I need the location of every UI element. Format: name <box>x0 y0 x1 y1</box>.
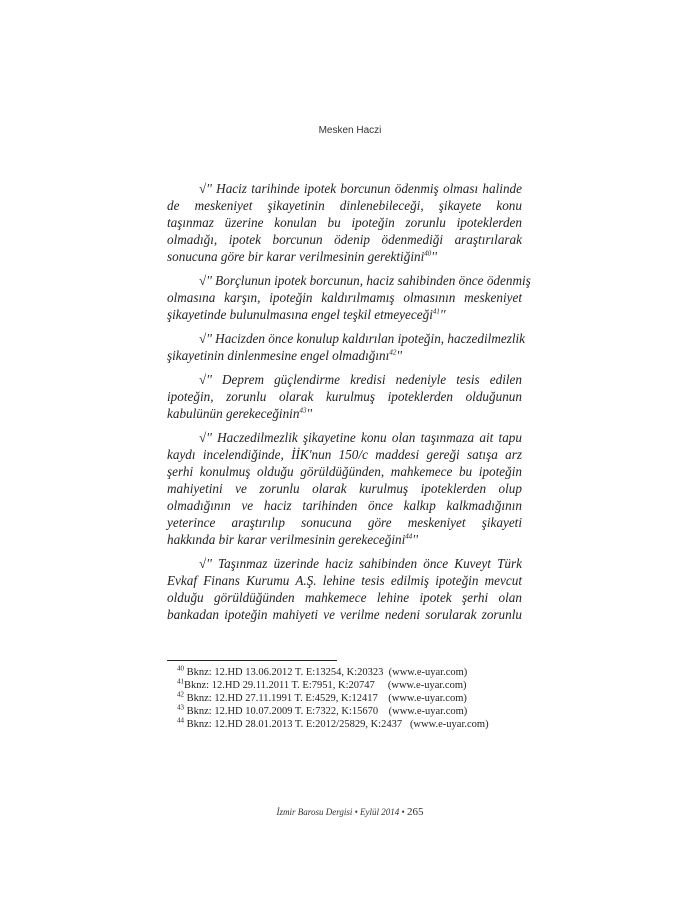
footnote-number: 40 <box>177 664 184 673</box>
text-line: √'' Haciz tarihinde ipotek borcunun ödenmiş olması halinde <box>199 181 522 196</box>
text-line: kaydı incelendiğinde, İİK'nun 150/c maddesi gereği satışa arz <box>167 447 522 462</box>
text-line: olmadığı, ipotek borcunun ödenip ödenmediği araştırılarak <box>167 232 522 247</box>
footnote-number: 42 <box>177 690 184 699</box>
body-text <box>167 180 531 630</box>
text-line: yeterince araştırılıp sonucuna göre meskeniyet şikayeti <box>167 515 522 530</box>
running-header: Mesken Haczi <box>318 125 382 136</box>
footnote-text: Bknz: 12.HD 27.11.1991 T. E:4529, K:12417 (www.e-uyar.com) <box>184 693 467 704</box>
closing-quote: '' <box>431 249 437 264</box>
journal-name: İzmir Barosu Dergisi • Eylül 2014 • <box>276 807 407 817</box>
footnote-number: 41 <box>177 677 184 686</box>
footnote <box>177 718 489 731</box>
quote-paragraph <box>167 180 522 265</box>
footnote-divider <box>167 660 337 661</box>
text-line: ipoteğin, zorunlu olarak kurulmuş ipoteklerden olduğunun <box>167 389 522 404</box>
quote-paragraph <box>167 429 522 548</box>
text-line: olmasına karşın, ipoteğin kaldırılmamış olmasının meskeniyet <box>167 290 522 305</box>
footnote <box>177 679 489 692</box>
footnote-number: 44 <box>177 716 184 725</box>
footnote-ref[interactable]: 40 <box>424 249 432 258</box>
text-line: bankadan ipoteğin mahiyeti ve verilme nedeni sorularak zorunlu <box>167 607 522 622</box>
text-line: olduğu görüldüğünden mahkemece lehine ipotek şerhi olan <box>167 590 522 605</box>
closing-quote: '' <box>306 406 313 421</box>
quote-paragraph <box>167 555 522 623</box>
text-line: Evkaf Finans Kurumu A.Ş. lehine tesis edilmiş ipoteğin mevcut <box>167 573 522 588</box>
text-line: hakkında bir karar verilmesinin gerekeceğini$^{44}$'' <box>167 532 418 547</box>
text-line: √'' Deprem güçlendirme kredisi nedeniyle tesis edilen <box>199 372 522 387</box>
footnote-text: Bknz: 12.HD 28.01.2013 T. E:2012/25829, K:2437 (www.e-uyar.com) <box>184 719 489 730</box>
page-footer <box>0 806 700 818</box>
footnote-ref[interactable]: 42 <box>389 348 397 357</box>
footnote-ref[interactable]: 44 <box>405 532 413 541</box>
text-line: kabulünün gerekeceğinin$^{43}$'' <box>167 406 313 421</box>
text-line: √'' Hacizden önce konulup kaldırılan ipoteğin, haczedilmezlik <box>199 331 526 346</box>
footnote <box>177 692 489 705</box>
footnote-text: Bknz: 12.HD 13.06.2012 T. E:13254, K:20323 (www.e-uyar.com) <box>184 667 468 678</box>
text-line: sonucuna göre bir karar verilmesinin gerektiğini$^{40}$'' <box>167 249 437 264</box>
footnotes <box>177 666 489 731</box>
page-number: 265 <box>406 806 424 818</box>
text-line: olmadığının ve haciz tarihinden önce kalkıp kalkmadığının <box>167 498 522 513</box>
footnote-text: Bknz: 12.HD 10.07.2009 T. E:7322, K:15670 (www.e-uyar.com) <box>184 706 468 717</box>
text-line: √'' Borçlunun ipotek borcunun, haciz sahibinden önce ödenmiş <box>199 273 531 288</box>
closing-quote: '' <box>439 307 446 322</box>
closing-quote: '' <box>396 348 402 363</box>
footnote-text: Bknz: 12.HD 29.11.2011 T. E:7951, K:20747 (www.e-uyar.com) <box>184 680 467 691</box>
text-line: taşınmaz üzerine konulan bu ipoteğin zorunlu ipoteklerden <box>167 215 522 230</box>
quote-paragraph <box>167 371 522 422</box>
footnote-ref[interactable]: 43 <box>299 406 307 415</box>
closing-quote: '' <box>412 532 418 547</box>
quote-paragraph <box>167 272 531 323</box>
text-line: de meskeniyet şikayetinin dinlenebileceği, şikayete konu <box>167 198 522 213</box>
footnote <box>177 705 489 718</box>
text-line: √'' Haczedilmezlik şikayetine konu olan taşınmaza ait tapu <box>199 430 522 445</box>
text-line: şerhi konulmuş olduğu görüldüğünden, mahkemece bu ipoteğin <box>167 464 522 479</box>
footnote-ref[interactable]: 41 <box>432 307 440 316</box>
text-line: mahiyetini ve zorunlu olarak kurulmuş ipoteklerden olup <box>167 481 522 496</box>
text-line: şikayetinin dinlenmesine engel olmadığını$^{42}$'' <box>167 348 402 363</box>
text-line: şikayetinde bulunulmasına engel teşkil etmeyeceği$^{41}$'' <box>167 307 446 322</box>
quote-paragraph <box>167 330 526 364</box>
footnote <box>177 666 489 679</box>
footnote-number: 43 <box>177 703 184 712</box>
text-line: √'' Taşınmaz üzerinde haciz sahibinden önce Kuveyt Türk <box>199 556 522 571</box>
